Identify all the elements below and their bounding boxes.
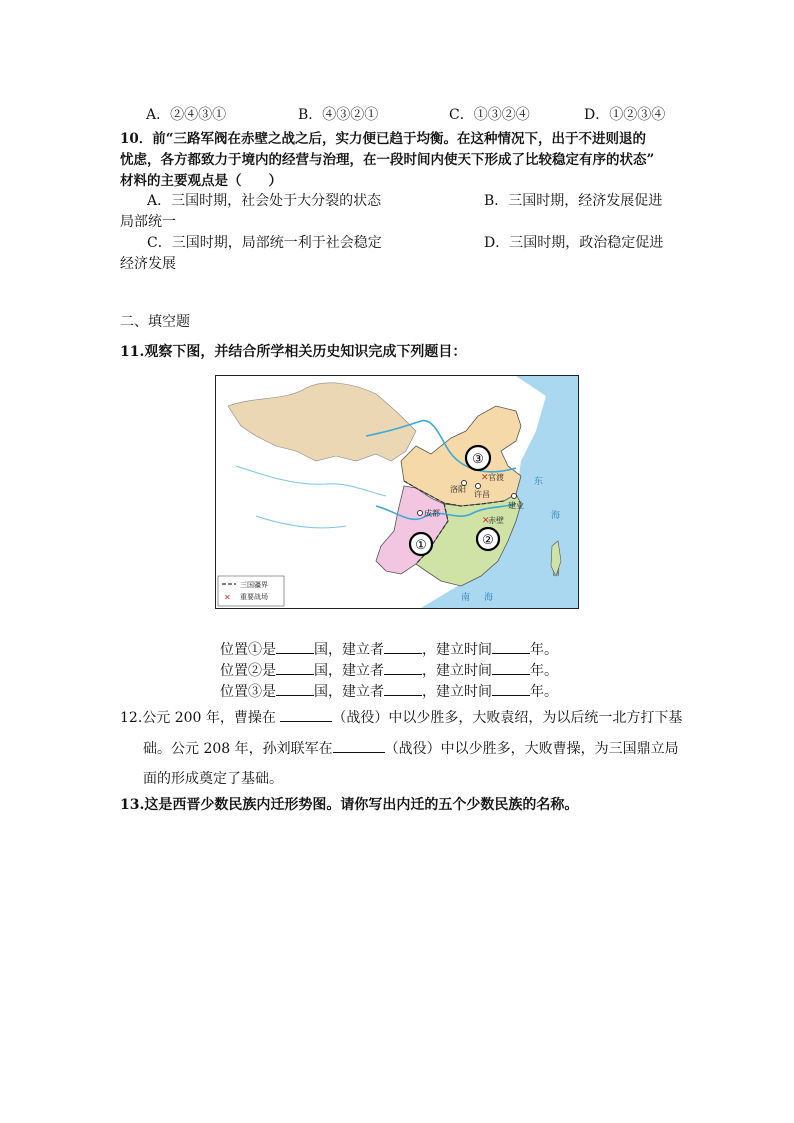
q10-option-b-continued: 局部统一	[120, 214, 176, 230]
legend-battle-label: 重要战场	[240, 593, 268, 601]
q11-row-3	[220, 682, 558, 701]
q11-row-2	[220, 661, 558, 680]
q10-option-c[interactable]: C．三国时期，局部统一利于社会稳定	[147, 235, 382, 251]
city-dot-jianye	[512, 494, 517, 499]
row-text: 国，建立者	[314, 684, 384, 700]
year-blank[interactable]	[492, 682, 530, 696]
q10-option-d-continued: 经济发展	[120, 256, 176, 272]
marker-2-label: ②	[482, 533, 494, 548]
label-luoyang: 洛阳	[450, 485, 466, 494]
q12-text: （战役）中以少胜多，大败曹操，为三国鼎立局	[384, 741, 679, 757]
label-dong: 东	[534, 477, 544, 487]
battle-mark-chibi: ✕	[482, 516, 490, 526]
city-dot-chengdu	[418, 511, 423, 516]
minor-river	[256, 516, 346, 528]
q10-option-d[interactable]: D．三国时期，政治稳定促进	[484, 235, 664, 251]
label-jianye: 建业	[508, 501, 524, 510]
q11-row-1	[220, 640, 558, 659]
q10-option-a[interactable]: A．三国时期，社会处于大分裂的状态	[147, 193, 382, 209]
row-text: ，建立时间	[422, 642, 492, 658]
label-guandu: 官渡	[488, 473, 504, 482]
marker-3-label: ③	[472, 452, 484, 467]
kingdom-blank[interactable]	[276, 661, 314, 675]
row-text: 国，建立者	[314, 642, 384, 658]
q12-line1	[120, 708, 682, 727]
q12-line3: 面的形成奠定了基础。	[143, 771, 283, 787]
q12-text: （战役）中以少胜多，大败袁绍，为以后统一北方打下基	[332, 710, 683, 726]
row-text: ，建立时间	[422, 684, 492, 700]
label-hai: 海	[484, 593, 494, 603]
q10-stem-line1: 10．前“三路军阀在赤壁之战之后，实力便已趋于均衡。在这种情况下，出于不进则退的	[120, 131, 647, 147]
battle-mark-guandu: ✕	[481, 473, 489, 483]
q12-text: 础。公元 208 年，孙刘联军在	[143, 741, 333, 757]
label-xuchang: 许昌	[474, 490, 490, 499]
marker-2	[477, 528, 499, 550]
q10-stem-line3: 材料的主要观点是（ ）	[120, 173, 282, 189]
row-label: 位置③是	[220, 684, 276, 700]
year-blank[interactable]	[492, 661, 530, 675]
minor-river	[236, 466, 386, 496]
founder-blank[interactable]	[384, 682, 422, 696]
marker-1	[410, 533, 432, 555]
battle-blank-2[interactable]	[333, 739, 385, 753]
option-letter: B．	[298, 107, 323, 123]
row-text: ，建立时间	[422, 663, 492, 679]
option-letter: A．	[146, 107, 171, 123]
label-hai: 海	[551, 511, 561, 521]
row-text: 年。	[530, 663, 558, 679]
legend-battle-swatch: ✕	[224, 593, 231, 602]
q11-stem: 11.观察下图，并结合所学相关历史知识完成下列题目：	[120, 344, 467, 360]
row-text: 国，建立者	[314, 663, 384, 679]
battle-blank-1[interactable]	[280, 708, 332, 722]
legend-border-label: 三国疆界	[240, 581, 268, 589]
row-text: 年。	[530, 642, 558, 658]
q9-option-a[interactable]	[146, 104, 226, 124]
option-text: ①②③④	[609, 107, 666, 123]
q9-option-c[interactable]	[449, 104, 530, 124]
map-svg	[216, 376, 578, 608]
option-text: ④③②①	[322, 107, 379, 123]
q10-option-b[interactable]: B．三国时期，经济发展促进	[484, 193, 663, 209]
row-text: 年。	[530, 684, 558, 700]
city-dot-xuchang	[476, 484, 481, 489]
label-nan: 南	[461, 593, 471, 603]
western-region	[228, 383, 416, 461]
row-label: 位置②是	[220, 663, 276, 679]
row-label: 位置①是	[220, 642, 276, 658]
label-chengdu: 成都	[424, 509, 440, 518]
q12-line2	[143, 739, 679, 758]
q10-stem-line2: 忧虑，各方都致力于境内的经营与治理，在一段时间内使天下形成了比较稳定有序的状态”	[120, 152, 655, 168]
kingdom-blank[interactable]	[276, 640, 314, 654]
q12-text: 12.公元 200 年，曹操在	[120, 710, 276, 726]
founder-blank[interactable]	[384, 661, 422, 675]
founder-blank[interactable]	[384, 640, 422, 654]
kingdom-blank[interactable]	[276, 682, 314, 696]
q13-stem: 13.这是西晋少数民族内迁形势图。请你写出内迁的五个少数民族的名称。	[120, 797, 579, 813]
section-title: 二、填空题	[120, 314, 190, 330]
q9-option-d[interactable]	[584, 104, 665, 124]
q9-option-b[interactable]	[298, 104, 378, 124]
option-text: ②④③①	[170, 107, 227, 123]
option-letter: D．	[584, 107, 610, 123]
marker-1-label: ①	[415, 538, 427, 553]
option-letter: C．	[449, 107, 474, 123]
year-blank[interactable]	[492, 640, 530, 654]
three-kingdoms-map	[215, 375, 579, 609]
marker-3	[466, 446, 490, 470]
option-text: ①③②④	[473, 107, 530, 123]
label-chibi: 赤壁	[488, 516, 504, 525]
